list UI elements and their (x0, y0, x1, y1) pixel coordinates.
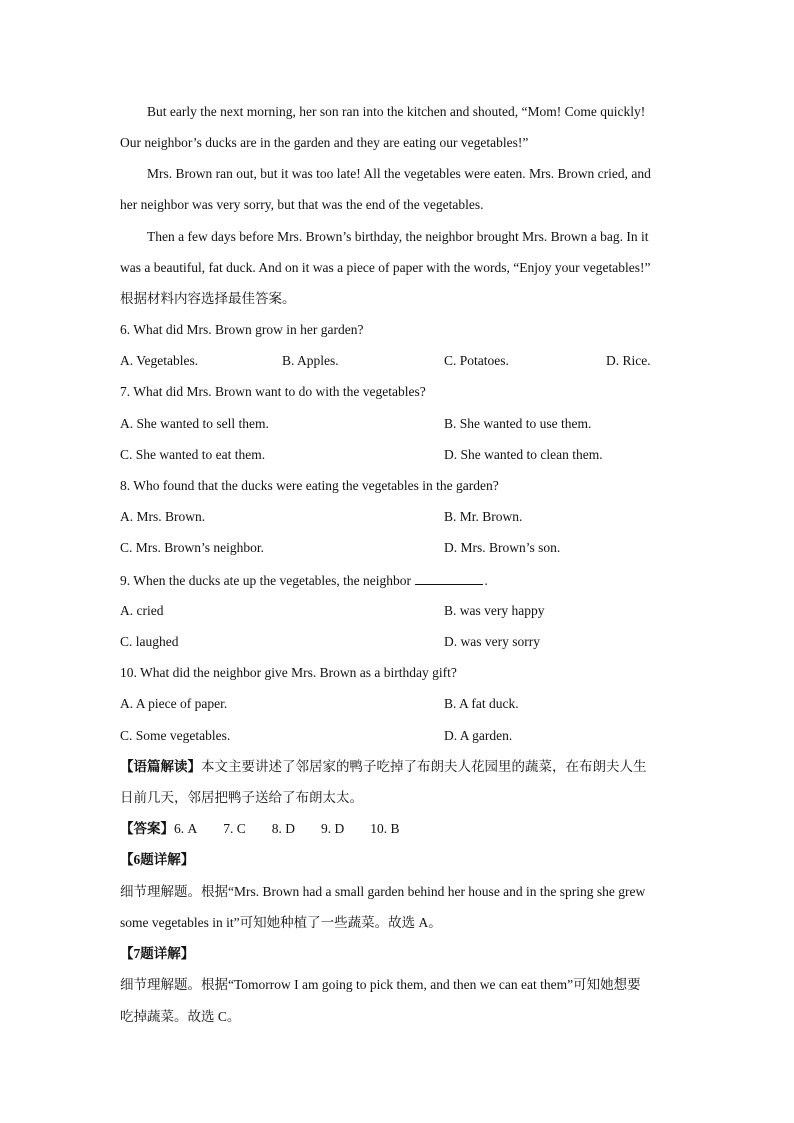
answer-label: 【答案】 (120, 821, 174, 836)
option-c: C. She wanted to eat them. (120, 447, 266, 462)
option-a: A. A piece of paper. (120, 696, 228, 711)
question-stem (120, 570, 488, 591)
detail-line: 细节理解题。根据“Mrs. Brown had a small garden behind her house and in the spring she grew (120, 884, 646, 899)
option-d: D. A garden. (444, 728, 513, 743)
option-a: A. Mrs. Brown. (120, 509, 206, 524)
detail-line: some vegetables in it”可知她种植了一些蔬菜。故选 A。 (120, 915, 442, 930)
option-a: A. Vegetables. (120, 353, 199, 368)
option-a: A. cried (120, 603, 164, 618)
option-c: C. laughed (120, 634, 179, 649)
answer-item: 8. D (271, 821, 296, 836)
detail-heading: 【7题详解】 (120, 946, 195, 961)
option-d: D. Rice. (606, 353, 651, 368)
passage-line: was a beautiful, fat duck. And on it was a piece of paper with the words, “Enjoy your vegetables!” (120, 260, 651, 275)
analysis-line: 日前几天，邻居把鸭子送给了布朗太太。 (120, 790, 363, 805)
answer-item: 7. C (223, 821, 246, 836)
option-b: B. Mr. Brown. (444, 509, 523, 524)
instruction: 根据材料内容选择最佳答案。 (120, 291, 296, 306)
answer-item: 6. A (174, 821, 198, 836)
question-stem-end: . (484, 573, 488, 588)
detail-line: 细节理解题。根据“Tomorrow I am going to pick them, and then we can eat them”可知她想要 (120, 977, 641, 992)
option-c: C. Mrs. Brown’s neighbor. (120, 540, 265, 555)
option-c: C. Potatoes. (444, 353, 509, 368)
answer-line (120, 819, 400, 839)
analysis-line (120, 757, 647, 777)
passage-line: Then a few days before Mrs. Brown’s birthday, the neighbor brought Mrs. Brown a bag. In it (147, 229, 649, 244)
detail-line: 吃掉蔬菜。故选 C。 (120, 1009, 241, 1024)
analysis-text: 本文主要讲述了邻居家的鸭子吃掉了布朗夫人花园里的蔬菜，在布朗夫人生 (201, 759, 647, 774)
answer-item: 10. B (370, 821, 400, 836)
option-d: D. was very sorry (444, 634, 540, 649)
option-c: C. Some vegetables. (120, 728, 231, 743)
option-b: B. was very happy (444, 603, 545, 618)
option-d: D. She wanted to clean them. (444, 447, 603, 462)
passage-line: her neighbor was very sorry, but that was the end of the vegetables. (120, 197, 484, 212)
option-d: D. Mrs. Brown’s son. (444, 540, 561, 555)
analysis-label: 【语篇解读】 (120, 759, 201, 774)
question-stem: 6. What did Mrs. Brown grow in her garden? (120, 322, 364, 337)
question-stem: 8. Who found that the ducks were eating the vegetables in the garden? (120, 478, 499, 493)
detail-heading: 【6题详解】 (120, 852, 195, 867)
passage-line: Mrs. Brown ran out, but it was too late! All the vegetables were eaten. Mrs. Brown cried, and (147, 166, 651, 181)
question-stem: 7. What did Mrs. Brown want to do with the vegetables? (120, 384, 426, 399)
answer-item: 9. D (321, 821, 345, 836)
option-b: B. Apples. (282, 353, 339, 368)
option-b: B. She wanted to use them. (444, 416, 592, 431)
question-stem: 10. What did the neighbor give Mrs. Brown as a birthday gift? (120, 665, 457, 680)
passage-line: Our neighbor’s ducks are in the garden and they are eating our vegetables!” (120, 135, 529, 150)
question-stem-text: 9. When the ducks ate up the vegetables, the neighbor (120, 573, 415, 588)
option-b: B. A fat duck. (444, 696, 519, 711)
passage-line: But early the next morning, her son ran into the kitchen and shouted, “Mom! Come quickly! (147, 104, 646, 119)
answer-blank (415, 570, 483, 585)
option-a: A. She wanted to sell them. (120, 416, 269, 431)
